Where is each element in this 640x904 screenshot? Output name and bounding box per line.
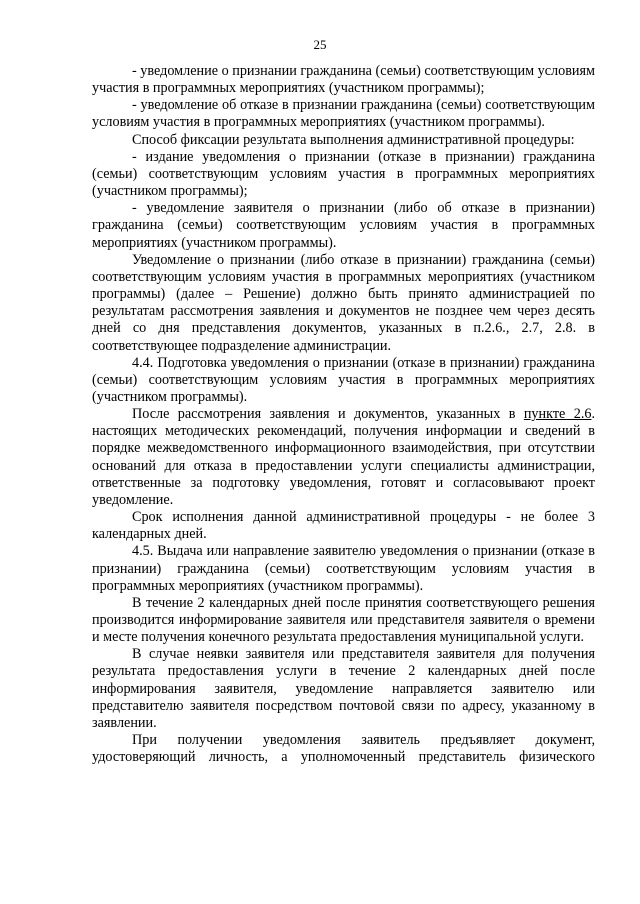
document-body <box>92 63 595 766</box>
paragraph-after-review-text-end: . настоящих методических рекомендаций, получения информации и сведений в порядке межведомственного информационного взаимодействия, при отсутствии оснований для отказа в предоставлении услуги специалисты администрации, ответственные за подготовку уведомления, готовят и согласовывают проект уведомление. <box>92 406 596 508</box>
paragraph-issue-notice: - издание уведомления о признании (отказе в признании) гражданина (семьи) соответствующим условиям участия в программных мероприятиях (участником программы); <box>92 148 595 200</box>
paragraph-after-review <box>92 406 595 509</box>
paragraph-section-4-4: 4.4. Подготовка уведомления о признании (отказе в признании) гражданина (семьи) соответствующим условиям участия в программных мероприятиях (участником программы). <box>92 354 595 405</box>
paragraph-notice-refusal: - уведомление об отказе в признании гражданина (семьи) соответствующим условиям участия в программных мероприятиях (участником программы). <box>92 97 595 131</box>
paragraph-non-appearance: В случае неявки заявителя или представителя заявителя для получения результата предоставления услуги в течение 2 календарных дней после информирования заявителя, уведомление направляется заявителю или представителю заявителя посредством почтовой связи по адресу, указанному в заявлении. <box>92 646 595 731</box>
paragraph-fixation-method: Способ фиксации результата выполнения административной процедуры: <box>132 131 575 148</box>
paragraph-procedure-term: Срок исполнения данной административной процедуры - не более 3 календарных дней. <box>92 509 595 543</box>
paragraph-decision: Уведомление о признании (либо отказе в признании) гражданина (семьи) соответствующим условиям участия в программных мероприятиях (участником программы) (далее – Решение) должно быть принято администрацией по результатам рассмотрения заявления и документов не позднее чем через десять дней со дня представления документов, указанных в п.2.6., 2.7, 2.8. в соответствующее подразделение администрации. <box>92 251 595 354</box>
paragraph-notice-recognition: - уведомление о признании гражданина (семьи) соответствующим условиям участия в программных мероприятиях (участником программы); <box>92 63 595 97</box>
paragraph-section-4-5: 4.5. Выдача или направление заявителю уведомления о признании (отказе в признании) гражданина (семьи) соответствующим условиям участия в программных мероприятиях (участником программы). <box>92 543 595 594</box>
paragraph-applicant-notice: - уведомление заявителя о признании (либо об отказе в признании) гражданина (семьи) соответствующим условиям участия в программных мероприятиях (участником программы). <box>92 200 595 251</box>
paragraph-after-review-text-start: После рассмотрения заявления и документов, указанных в <box>132 406 524 423</box>
page-number: 25 <box>313 37 327 52</box>
paragraph-receiving-notice: При получении уведомления заявитель предъявляет документ, удостоверяющий личность, а уполномоченный представитель физического <box>92 732 595 766</box>
clause-2-6-link[interactable]: пункте 2.6 <box>523 406 592 423</box>
paragraph-informing: В течение 2 календарных дней после принятия соответствующего решения производится информирование заявителя или представителя заявителя о времени и месте получения конечного результата предоставления муниципальной услуги. <box>92 594 595 646</box>
